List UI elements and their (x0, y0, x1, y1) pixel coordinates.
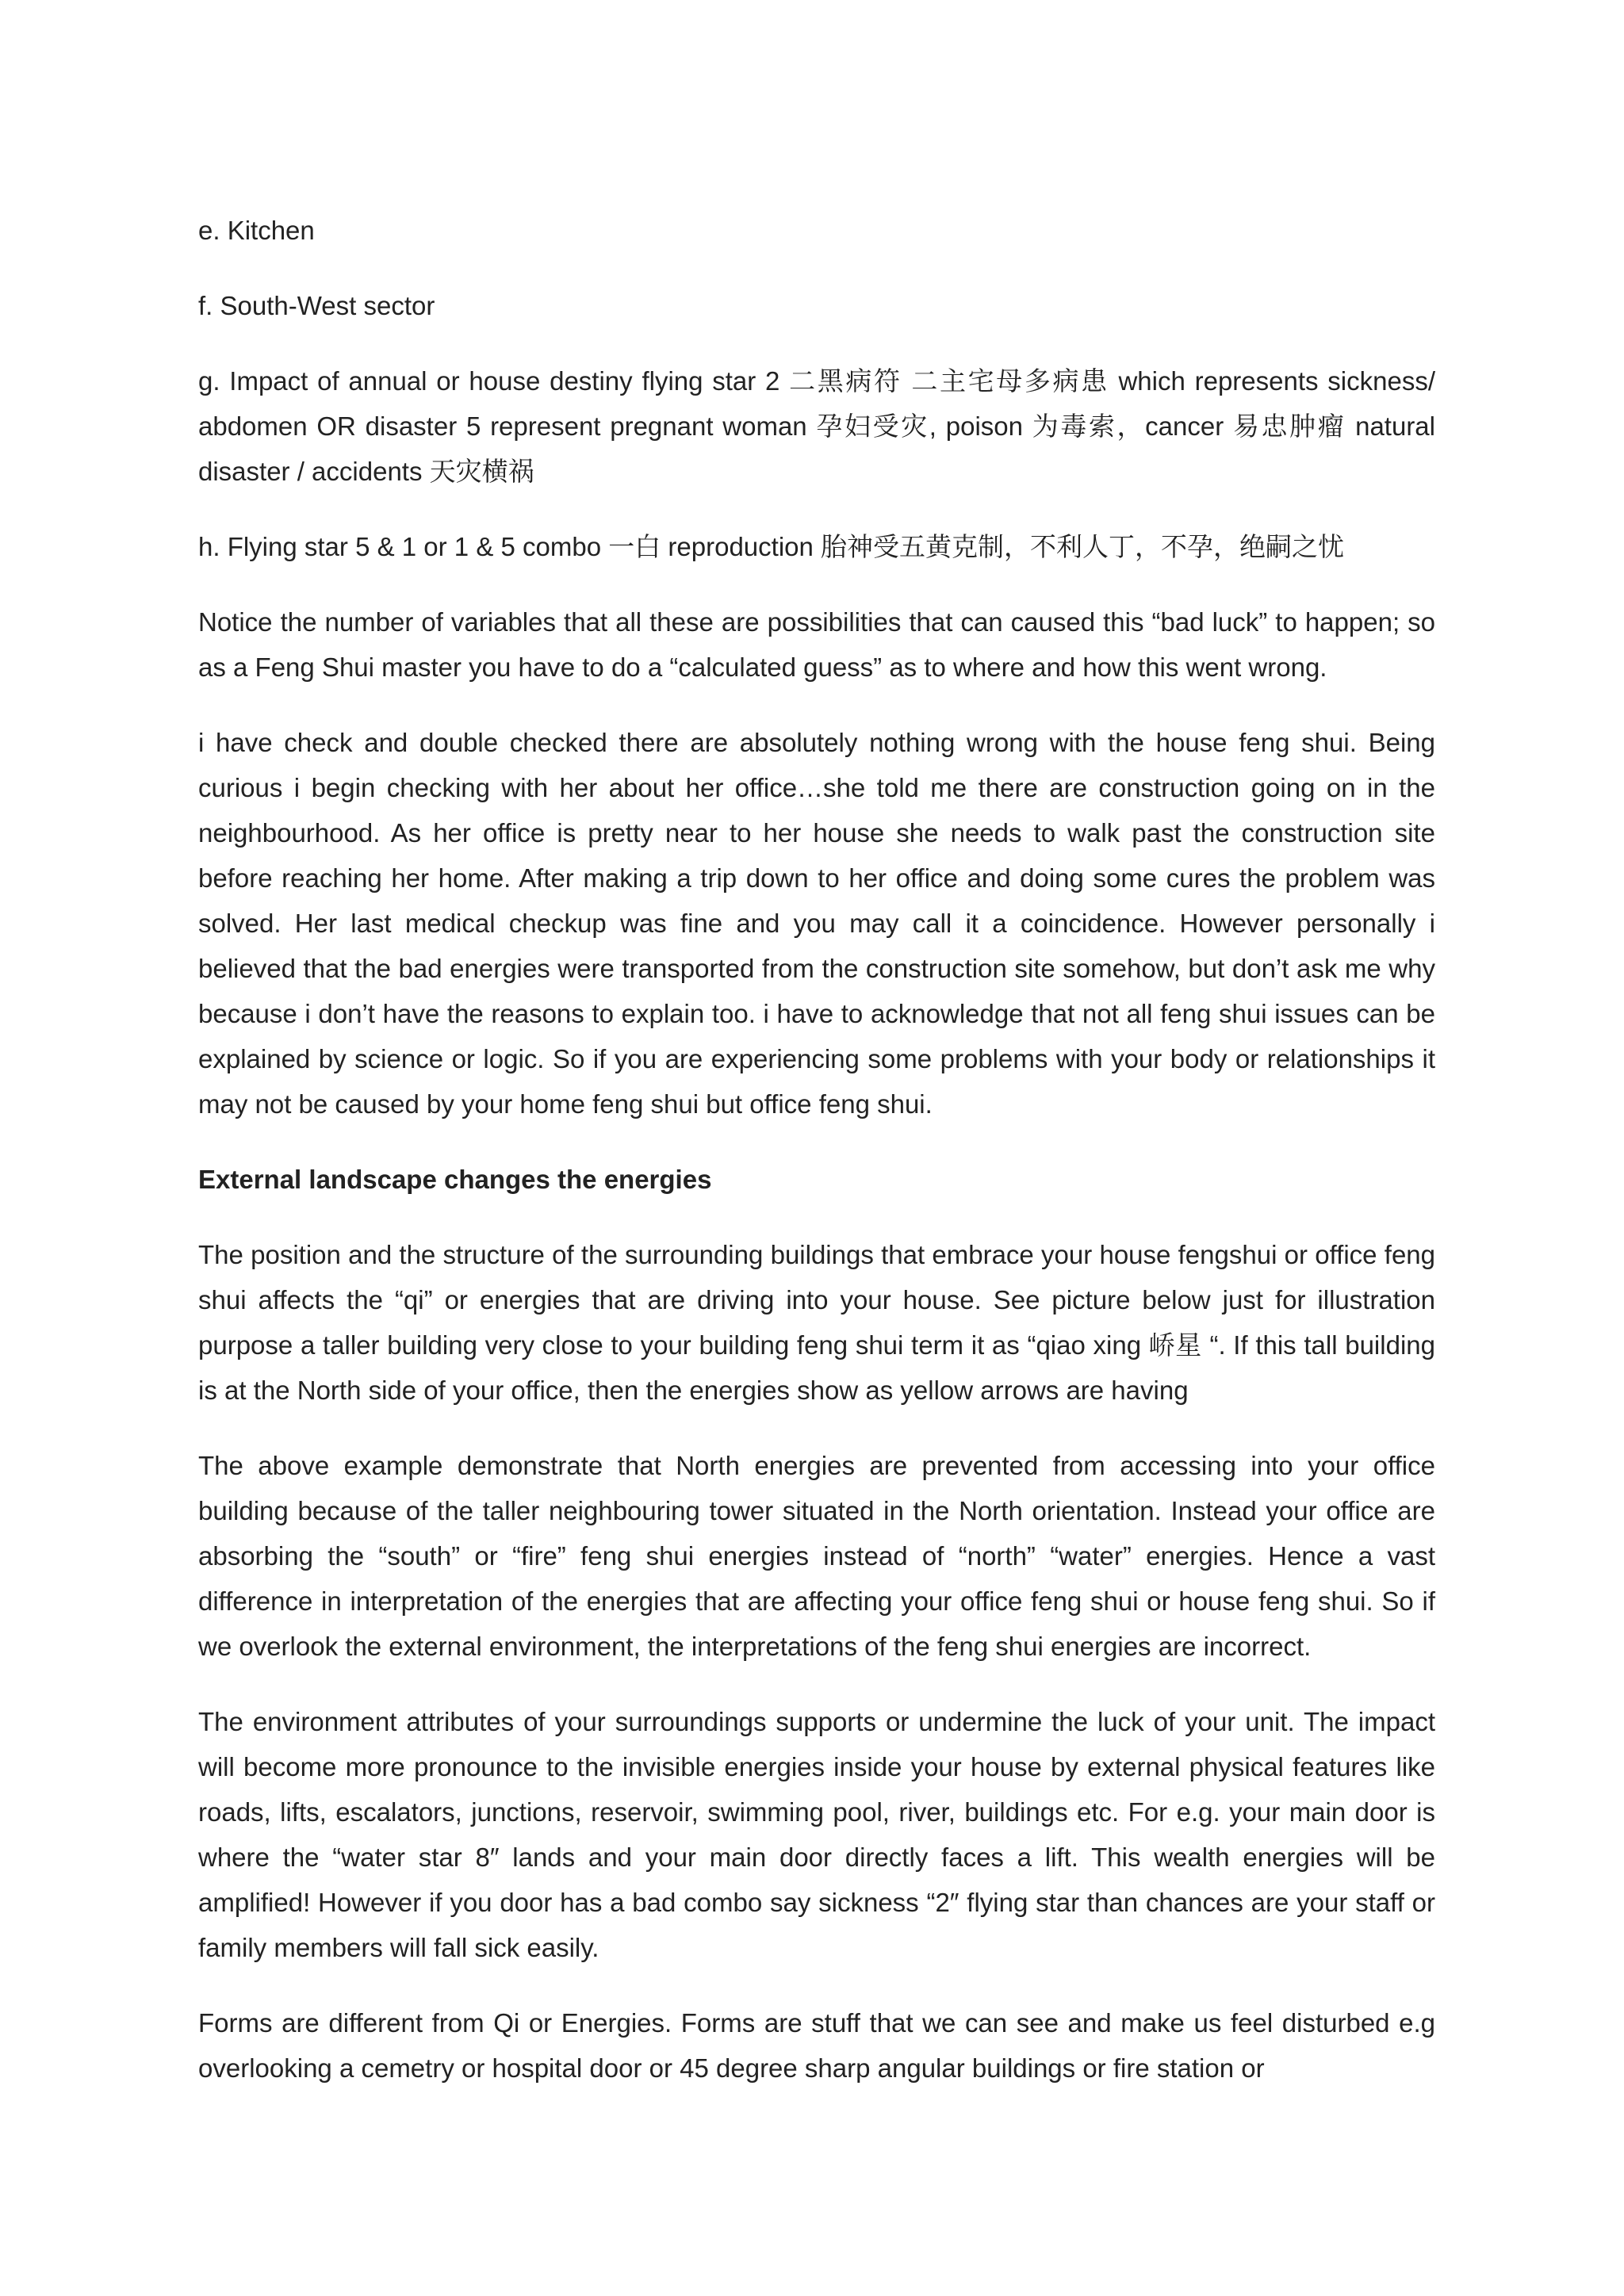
paragraph-forms: Forms are different from Qi or Energies. Forms are stuff that we can see and make us feel disturbed e.g overlooking a cemetry or hospital door or 45 degree sharp angular buildings or fire station or (198, 2008, 1435, 2083)
paragraph-example: The above example demonstrate that North energies are prevented from accessing into your office building because of the taller neighbouring tower situated in the North orientation. Instead your office are absorbing the “south” or “fire” feng shui energies instead of “north” “water” energies. Hence a vast difference in interpretation of the energies that are affecting your office feng shui or house feng shui. So if we overlook the external environment, the interpretations of the feng shui energies are incorrect. (198, 1451, 1435, 1661)
document-page (198, 208, 1435, 2121)
list-item-h: h. Flying star 5 & 1 or 1 & 5 combo 一白 reproduction 胎神受五黄克制，不利人丁，不孕，绝嗣之忧 (198, 532, 1345, 561)
paragraph-check: i have check and double checked there are absolutely nothing wrong with the house feng shui. Being curious i begin checking with her about her office…she told me there are construction going on in the neighbourhood. As her office is pretty near to her house she needs to walk past the construction site before reaching her home. After making a trip down to her office and doing some cures the problem was solved. Her last medical checkup was fine and you may call it a coincidence. However personally i believed that the bad energies were transported from the construction site somehow, but don’t ask me why because i don’t have the reasons to explain too. i have to acknowledge that not all feng shui issues can be explained by science or logic. So if you are experiencing some problems with your body or relationships it may not be caused by your home feng shui but office feng shui. (198, 728, 1435, 1119)
list-item-g: g. Impact of annual or house destiny flying star 2 二黑病符 二主宅母多病患 which represents sickness/ abdomen OR disaster 5 represent pregnant woman 孕妇受灾, poison 为毒索，cancer 易忠肿瘤 natural disaster / accidents 天灾横祸 (198, 366, 1435, 486)
paragraph-position: The position and the structure of the surrounding buildings that embrace your house fengshui or office feng shui affects the “qi” or energies that are driving into your house. See picture below just for illustration purpose a taller building very close to your building feng shui term it as “qiao xing 峤星 “. If this tall building is at the North side of your office, then the energies show as yellow arrows are having (198, 1240, 1435, 1405)
paragraph-environment: The environment attributes of your surroundings supports or undermine the luck of your unit. The impact will become more pronounce to the invisible energies inside your house by external physical features like roads, lifts, escalators, junctions, reservoir, swimming pool, river, buildings etc. For e.g. your main door is where the “water star 8″ lands and your main door directly faces a lift. This wealth energies will be amplified! However if you door has a bad combo say sickness “2″ flying star than chances are your staff or family members will fall sick easily. (198, 1707, 1435, 1962)
list-item-f: f. South-West sector (198, 291, 435, 320)
section-heading: External landscape changes the energies (198, 1165, 712, 1194)
paragraph-notice: Notice the number of variables that all these are possibilities that can caused this “bad luck” to happen; so as a Feng Shui master you have to do a “calculated guess” as to where and how this went wrong. (198, 607, 1435, 682)
list-item-e: e. Kitchen (198, 216, 315, 245)
